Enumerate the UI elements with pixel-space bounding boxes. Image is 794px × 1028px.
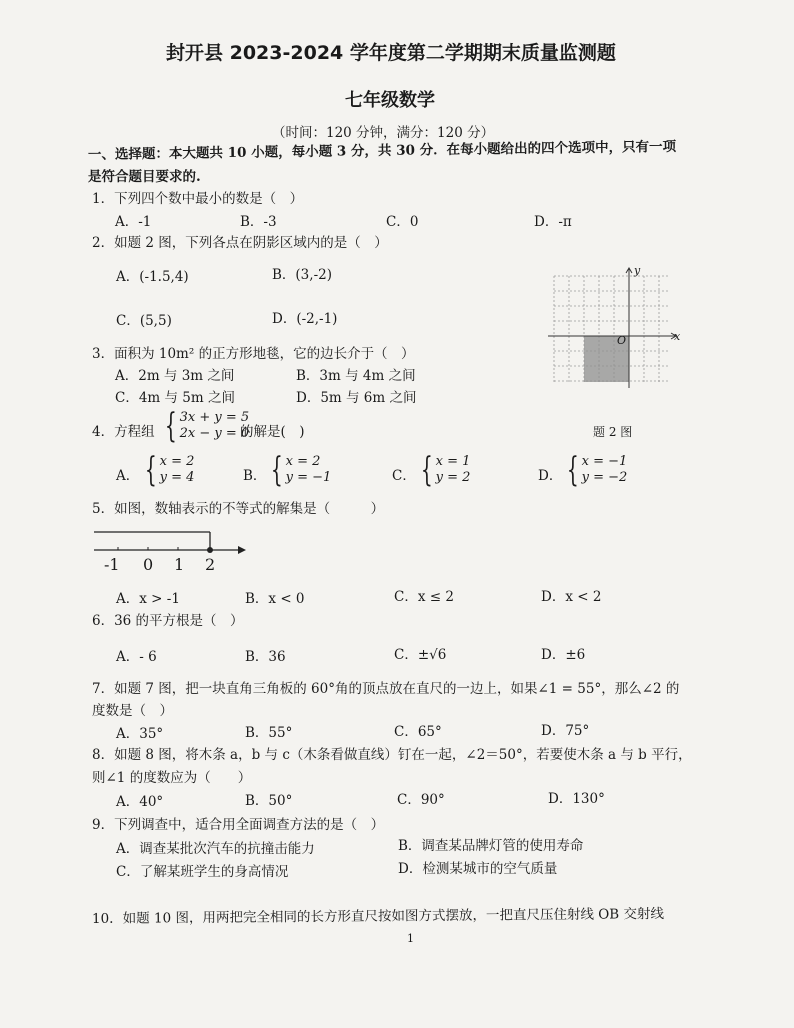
q7-option-b: B．55° (245, 725, 293, 741)
q7-stem-line2: 度数是（ ） (92, 703, 173, 719)
fig2-y-label: y (634, 264, 641, 277)
q4-c-line1: x = 1 (435, 454, 471, 469)
q5-tick-1: 1 (174, 555, 185, 574)
q5-stem: 5．如图，数轴表示的不等式的解集是（ ） (92, 501, 385, 517)
q10-stem: 10．如题 10 图，用两把完全相同的长方形直尺按如图方式摆放，一把直尺压住射线 OB 交射线 (91, 906, 665, 927)
q9-option-d: D．检测某城市的空气质量 (398, 861, 558, 877)
q4-d-line2: y = −2 (581, 470, 628, 485)
time-info: （时间：120 分钟，满分：120 分） (272, 125, 495, 141)
q4-stem-prefix: 4．方程组 (92, 424, 155, 440)
q4-d-line1: x = −1 (581, 454, 628, 469)
q4-option-c: { x = 1 y = 2 (420, 450, 471, 490)
q7-stem-line1: 7．如题 7 图，把一块直角三角板的 60°角的顶点放在直尺的一边上，如果∠1 = 55°，那么∠2 的 (92, 681, 680, 697)
q5-option-c: C．x ≤ 2 (394, 589, 454, 605)
q4-eq2: 2x − y = 0 (179, 426, 250, 441)
q8-option-b: B．50° (245, 793, 293, 809)
q4-stem-suffix: 的解是( ) (240, 424, 305, 440)
q4-c-line2: y = 2 (435, 470, 471, 485)
q1-option-a: A．-1 (115, 214, 152, 230)
q2-option-b: B．(3,-2) (272, 267, 332, 283)
q2-stem: 2．如题 2 图，下列各点在阴影区域内的是（ ） (92, 235, 388, 251)
q9-option-b: B．调查某品牌灯管的使用寿命 (398, 838, 584, 854)
q4-option-b: { x = 2 y = −1 (270, 450, 332, 490)
q4-b-line2: y = −1 (285, 470, 332, 485)
q1-option-c: C．0 (386, 214, 419, 230)
q4-a-line2: y = 4 (159, 470, 195, 485)
q1-stem: 1．下列四个数中最小的数是（ ） (92, 191, 304, 207)
q3-stem: 3．面积为 10m² 的正方形地毯，它的边长介于（ ） (92, 346, 415, 362)
q4-option-c-label: C． (392, 468, 416, 484)
q5-endpoint (207, 547, 213, 553)
q1-option-b: B．-3 (240, 214, 277, 230)
q8-option-d: D．130° (548, 791, 605, 807)
q4-system: { 3x + y = 5 2x − y = 0 (164, 406, 250, 446)
q6-option-c: C．±√6 (394, 647, 447, 663)
q2-option-c: C．(5,5) (116, 313, 172, 329)
q8-stem-line2: 则∠1 的度数应为（ ） (92, 770, 252, 786)
q7-option-c: C．65° (394, 724, 442, 740)
figure-2-grid (548, 262, 688, 392)
q4-option-a: { x = 2 y = 4 (144, 450, 195, 490)
q5-option-a: A．x > -1 (116, 591, 180, 607)
fig2-origin-label: O (617, 334, 627, 347)
q7-option-d: D．75° (541, 723, 590, 739)
q6-option-d: D．±6 (541, 647, 586, 663)
q7-option-a: A．35° (116, 726, 164, 742)
q9-option-a: A．调查某批次汽车的抗撞击能力 (116, 841, 315, 857)
q3-option-b: B．3m 与 4m 之间 (296, 368, 416, 384)
q5-tick-0: 0 (143, 555, 154, 574)
q6-stem: 6．36 的平方根是（ ） (92, 613, 244, 629)
q8-option-c: C．90° (397, 792, 445, 808)
q9-option-c: C．了解某班学生的身高情况 (116, 864, 289, 880)
q8-option-a: A．40° (116, 794, 164, 810)
q4-option-d: { x = −1 y = −2 (566, 450, 628, 490)
section-intro-line2: 是符合题目要求的. (88, 169, 201, 185)
exam-subtitle: 七年级数学 (345, 90, 435, 111)
q4-b-line1: x = 2 (285, 454, 321, 469)
exam-title: 封开县 2023-2024 学年度第二学期期末质量监测题 (166, 42, 616, 64)
q4-option-b-label: B． (243, 468, 267, 484)
q4-option-a-label: A． (116, 468, 140, 484)
q5-option-d: D．x < 2 (541, 589, 602, 605)
q3-option-d: D．5m 与 6m 之间 (296, 390, 417, 406)
q2-option-a: A．(-1.5,4) (116, 269, 189, 285)
q5-tick-2: 2 (205, 555, 216, 574)
section-intro-line1: 一、选择题：本大题共 10 小题，每小题 3 分，共 30 分．在每小题给出的四个选项中，只有一项 (87, 138, 677, 163)
q5-option-b: B．x < 0 (245, 591, 305, 607)
q4-eq1: 3x + y = 5 (179, 410, 250, 425)
fig2-x-label: x (674, 330, 681, 343)
q6-option-a: A．- 6 (116, 649, 157, 665)
page-number: 1 (407, 932, 414, 945)
q4-a-line1: x = 2 (159, 454, 195, 469)
q8-stem-line1: 8．如题 8 图，将木条 a，b 与 c（木条看做直线）钉在一起，∠2＝50°，若要使木条 a 与 b 平行， (92, 747, 692, 763)
q3-option-c: C．4m 与 5m 之间 (115, 390, 235, 406)
q3-option-a: A．2m 与 3m 之间 (115, 368, 235, 384)
q5-tick-neg1: -1 (104, 555, 120, 574)
fig2-caption: 题 2 图 (593, 425, 633, 439)
q1-option-d: D．-π (534, 214, 572, 230)
q9-stem: 9．下列调查中，适合用全面调查方法的是（ ） (92, 817, 385, 833)
q4-option-d-label: D． (538, 468, 563, 484)
q6-option-b: B．36 (245, 649, 286, 665)
q2-option-d: D．(-2,-1) (272, 311, 338, 327)
